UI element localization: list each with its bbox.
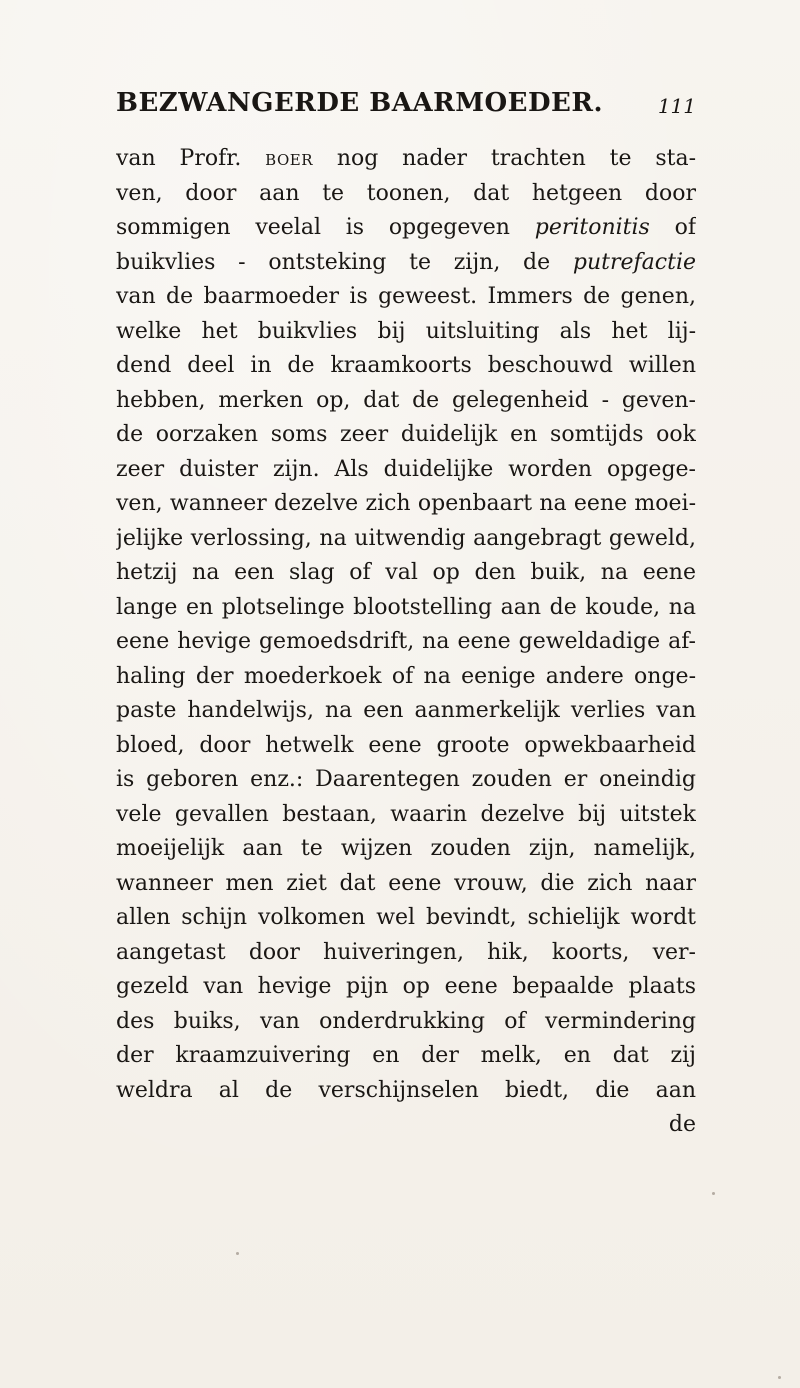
paper-speck (778, 1376, 781, 1379)
text-run: paste handelwijs, na een aanmerkelijk verlies van (116, 698, 696, 723)
text-line (116, 556, 696, 591)
text-run: van Profr. (116, 146, 266, 171)
text-line (116, 798, 696, 833)
text-run: buikvlies - ontsteking te zijn, de (116, 249, 573, 275)
italic-term: putrefactie (572, 249, 696, 275)
text-line (116, 315, 696, 350)
text-line (116, 280, 696, 315)
running-title: BEZWANGERDE BAARMOEDER. (116, 88, 603, 118)
text-line (116, 901, 696, 936)
text-line (116, 246, 696, 281)
text-line (116, 453, 696, 488)
text-line (116, 1005, 696, 1040)
text-run: weldra al de verschijnselen biedt, die aan (116, 1077, 696, 1103)
text-line (116, 867, 696, 902)
text-line (116, 211, 696, 246)
text-run: haling der moederkoek of na eenige andere onge- (116, 663, 696, 689)
text-run: de oorzaken soms zeer duidelijk en somtijds ook (116, 422, 696, 447)
text-line (116, 936, 696, 971)
text-run: ven, wanneer dezelve zich openbaart na eene moei- (116, 491, 696, 516)
text-line (116, 142, 696, 177)
text-run: vele gevallen bestaan, waarin dezelve bij uitstek (116, 801, 696, 827)
text-run: ven, door aan te toonen, dat hetgeen door (116, 180, 696, 206)
italic-term: peritonitis (534, 215, 650, 240)
text-line (116, 625, 696, 660)
text-run: nog nader trachten te sta- (313, 146, 696, 171)
small-caps-name: boer (265, 146, 313, 171)
text-run: de (668, 1112, 696, 1137)
text-run: bloed, door hetwelk eene groote opwekbaarheid (116, 732, 696, 758)
paper-speck (236, 1252, 239, 1255)
text-line (116, 384, 696, 419)
text-line (116, 763, 696, 798)
page-number: 111 (657, 94, 696, 118)
running-head (116, 88, 696, 132)
text-line (116, 729, 696, 764)
text-line (116, 1039, 696, 1074)
text-run: sommigen veelal is opgegeven (116, 215, 535, 240)
text-line (116, 177, 696, 212)
text-line (116, 1074, 696, 1109)
text-run: moeijelijk aan te wijzen zouden zijn, namelijk, (116, 836, 696, 861)
text-line (116, 591, 696, 626)
text-run: der kraamzuivering en der melk, en dat zij (116, 1043, 696, 1068)
text-run: hebben, merken op, dat de gelegenheid - geven- (116, 387, 696, 413)
text-line (116, 832, 696, 867)
text-line (116, 487, 696, 522)
text-line (116, 1108, 696, 1143)
text-run: of (649, 215, 696, 240)
text-run: dend deel in de kraamkoorts beschouwd willen (116, 353, 696, 378)
text-run: wanneer men ziet dat eene vrouw, die zich naar (116, 870, 696, 896)
text-run: aangetast door huiveringen, hik, koorts, ver- (116, 939, 696, 965)
text-run: hetzij na een slag of val op den buik, na eene (116, 560, 696, 585)
text-run: des buiks, van onderdrukking of vermindering (116, 1008, 696, 1034)
text-line (116, 418, 696, 453)
text-run: welke het buikvlies bij uitsluiting als het lij- (116, 318, 696, 344)
text-run: eene hevige gemoedsdrift, na eene geweldadige af- (116, 629, 696, 654)
text-run: lange en plotselinge blootstelling aan de koude, na (116, 594, 696, 620)
text-run: gezeld van hevige pijn op eene bepaalde plaats (116, 974, 696, 999)
text-run: zeer duister zijn. Als duidelijke worden opgege- (116, 456, 696, 482)
text-run: allen schijn volkomen wel bevindt, schielijk wordt (116, 905, 696, 930)
text-line (116, 694, 696, 729)
text-run: is geboren enz.: Daarentegen zouden er oneindig (116, 767, 696, 792)
text-line (116, 970, 696, 1005)
text-line (116, 660, 696, 695)
body-text (116, 142, 696, 1143)
paper-speck (712, 1192, 715, 1195)
text-line (116, 522, 696, 557)
text-run: jelijke verlossing, na uitwendig aangebragt geweld, (116, 525, 696, 551)
text-run: van de baarmoeder is geweest. Immers de genen, (116, 284, 696, 309)
text-line (116, 349, 696, 384)
